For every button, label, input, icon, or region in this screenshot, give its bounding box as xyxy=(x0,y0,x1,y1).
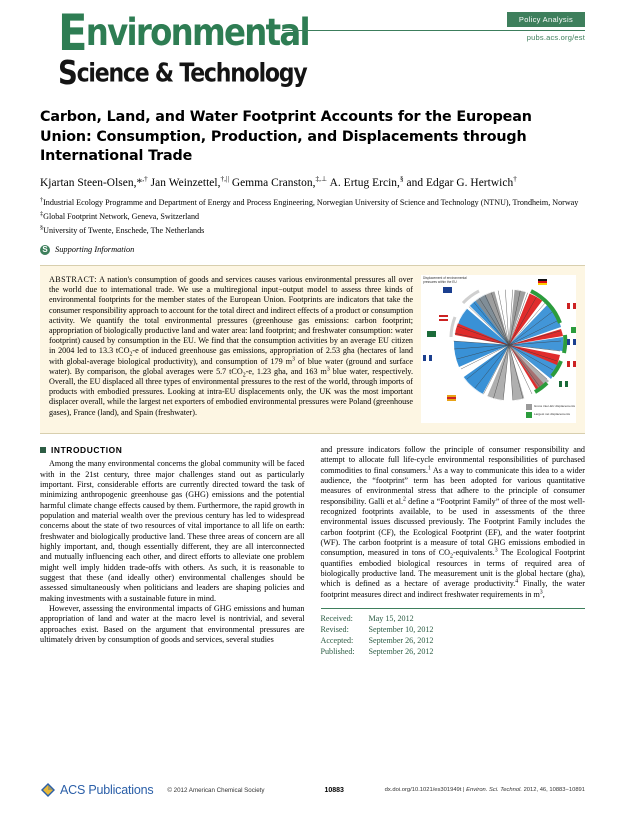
date-value-revised: September 10, 2012 xyxy=(368,625,434,635)
journal-logo xyxy=(58,4,309,92)
journal-masthead xyxy=(40,0,585,92)
date-label-revised: Revised: xyxy=(320,625,349,635)
toc-legend-item xyxy=(526,404,575,410)
section-heading-label: INTRODUCTION xyxy=(51,444,123,455)
legend-label-gross: Gross inter-EU displacements xyxy=(533,403,575,408)
affiliation-line: ‡Global Footprint Network, Geneva, Switzerland xyxy=(40,210,200,221)
publication-dates xyxy=(321,608,586,658)
page-number: 10883 xyxy=(324,786,344,794)
toc-legend xyxy=(526,404,575,420)
supporting-information-icon xyxy=(40,245,50,255)
body-columns xyxy=(40,445,585,659)
date-label-published: Published: xyxy=(320,647,355,657)
column-right xyxy=(321,445,586,659)
table-row xyxy=(321,625,434,636)
toc-caption: Displacement of environmental pressures within the EU xyxy=(423,275,467,284)
supporting-information-label: Supporting Information xyxy=(55,245,135,255)
journal-logo-line2-text: cience & Technology xyxy=(76,56,307,88)
pubs-url-link[interactable]: pubs.acs.org/est xyxy=(526,33,585,42)
publication-dates-table xyxy=(321,614,434,658)
acs-publications-label: ACS Publications xyxy=(60,783,154,797)
date-label-accepted: Accepted: xyxy=(320,636,354,646)
acs-diamond-icon xyxy=(40,782,56,798)
abstract-body: A nation's consumption of goods and services causes various environmental pressures all over the world due to international trade. We use a multiregional input−output model to assess three kinds of environmental footprints for the member states of the European Union. Footprints are indicators that take the consumer responsibility approach to account for the total direct and indirect effects of a product or consumption activity. We quantify the total environmental pressures (greenhouse gas emissions: carbon footprint; appropriation of biologically productive land and water area: land footprint; and freshwater consumption: water footprint) caused by consumption in the EU. We find that the consumption activities by an average EU citizen in 2004 led to 13.3 tCO$_2$-e of induced greenhouse gas emissions, appropriation of 2.53 gha (hectares of land with global-average biological productivity), and consumption of 179 $m^3$ of blue water (ground and surface water). By comparison, the global averages were 5.7 tCO$_2$-e, 1.23 gha, and 163 $m^3$ blue water, respectively. Overall, the EU displaced all three types of environmental pressures to the rest of the world, through imports of products with embodied pressures. Looking at intra-EU displacements only, the UK was the most important displacer overall, while the largest net exporters of embodied environmental pressures were Poland (greenhouse gases), France (land), and Spain (freshwater). xyxy=(49,274,414,417)
affiliations xyxy=(40,195,585,237)
table-row xyxy=(321,614,434,625)
journal-logo-line1-text: nvironmental xyxy=(85,11,309,55)
article-title: Carbon, Land, and Water Footprint Accounts for the European Union: Consumption, Production, and Displacements through International Trade xyxy=(40,109,532,164)
toc-chord-diagram xyxy=(421,275,576,423)
abstract-label: ABSTRACT: xyxy=(49,274,97,284)
date-label-received: Received: xyxy=(320,614,353,624)
legend-label-net: Largest net displacements xyxy=(533,411,571,416)
toc-chord-svg xyxy=(421,275,576,423)
publication-dates-body xyxy=(321,614,434,658)
author-list: Kjartan Steen-Olsen,*,† Jan Weinzettel,†,|| Gemma Cranston,‡,⊥ A. Ertug Ercin,§ and Edgar G. Hertwich† xyxy=(40,174,517,189)
intro-paragraph-2: However, assessing the environmental impacts of GHG emissions and human appropriation of land and water at the macro level is nontrivial, and several approaches exist. Based on the argument that environmental pressures are ultimately driven by consumption of goods and services, several studies xyxy=(40,604,305,645)
toc-legend-item xyxy=(526,412,575,418)
policy-analysis-badge: Policy Analysis xyxy=(507,12,585,27)
legend-swatch-green xyxy=(526,412,532,418)
date-value-published: September 26, 2012 xyxy=(368,647,434,657)
date-value-received: May 15, 2012 xyxy=(368,614,414,624)
affiliation-line: †Industrial Ecology Programme and Department of Energy and Process Engineering, Norwegian University of Science and Technology (NTNU), Trondheim, Norway xyxy=(40,195,579,207)
table-row xyxy=(321,636,434,647)
abstract-box xyxy=(40,265,585,434)
intro-paragraph-3: and pressure indicators follow the principle of consumer responsibility and attempt to allocate full life-cycle environmental responsibilities of purchased commodities to final consumers.$^1$ As a way to communicate this idea to a wider audience, the “footprint” term has been adopted for various quantitative measures of environmental stress that adhere to the principle of consumer responsibility. Galli et al.$^2$ define a “Footprint Family” of three of the most well-recognized footprints available, to be used in assessments of the three environmental issues discussed previously. The Footprint Family includes the carbon footprint (CF), the Ecological Footprint (EF), and the water footprint (WF). The carbon footprint is a measure of total GHG emissions embodied in consumption, measured in tons of $CO_2-equivalents.^3$ The Ecological Footprint quantifies embodied biological resources in terms of required area of biologically productive land. The measurement unit is the global hectare (gha), which is defined as a hectare of average productivity.$^4$ Finally, the water footprint measures direct and indirect freshwater requirements in $m^3$, xyxy=(320,444,585,599)
column-left xyxy=(40,445,305,659)
affiliation-line: §University of Twente, Enschede, The Netherlands xyxy=(40,224,205,236)
date-value-accepted: September 26, 2012 xyxy=(368,636,434,646)
journal-logo-line1 xyxy=(58,4,309,63)
masthead-rule xyxy=(282,30,585,31)
journal-logo-line2 xyxy=(58,54,307,92)
legend-swatch-gray xyxy=(526,404,532,410)
acs-publications-logo[interactable] xyxy=(40,782,153,798)
journal-logo-cap-s: S xyxy=(58,54,77,92)
table-row xyxy=(321,647,434,658)
page-footer xyxy=(40,782,585,798)
section-heading-introduction xyxy=(40,445,305,455)
supporting-information[interactable] xyxy=(40,245,585,255)
copyright-notice: © 2012 American Chemical Society xyxy=(167,786,265,794)
journal-logo-cap-e: E xyxy=(58,4,86,63)
toc-graphic-container xyxy=(421,275,576,423)
abstract-text xyxy=(49,275,413,423)
intro-paragraph-1: Among the many environmental concerns the global community will be faced with in the 21st century, three major challenges stand out as particularly important. First, considerable efforts are currently directed toward the task of minimizing anthropogenic greenhouse gas (GHG) emissions and the potential harmful climate change effects caused by them. Furthermore, the rapid growth in population and material wealth over the previous century has led to widespread concerns about the state of two resources of vital importance to all life on earth: freshwater and biologically productive land. These three areas of concern are all highly important, and, though essentially different, they are all interconnected and mutually influencing each other, and direct efforts to alleviate one problem might well imply hidden trade-offs with others. As such, it is reasonable to suggest that these (and ideally other) environmental challenges should be assessed simultaneously when politicians and leaders are shaping policies and making investments with a sustainable future in mind. xyxy=(40,459,305,603)
doi-citation[interactable]: dx.doi.org/10.1021/es301949t | Environ. Sci. Technol. 2012, 46, 10883−10891 xyxy=(384,787,585,793)
section-marker-icon xyxy=(40,447,46,453)
